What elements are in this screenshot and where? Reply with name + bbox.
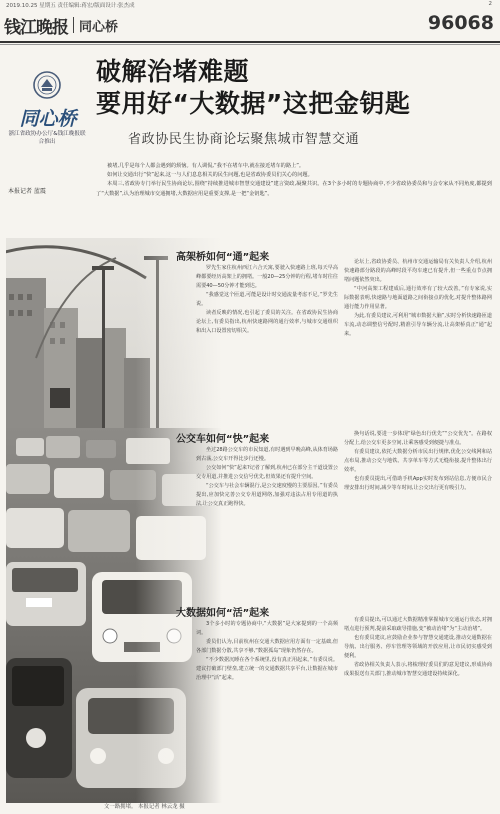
headline-line-2: 要用好“大数据”这把金钥匙 bbox=[96, 89, 411, 118]
body-paragraph: 换句话说,要进一步体现“绿色出行优先”“公交优先”。在路权分配上,给公交车更多空间,让乘客感受到便捷与准点。 bbox=[344, 431, 492, 446]
body-paragraph: 也有委员提出,可借助手机App实时发布到站信息,方便市民合理安排出行时间,减少等车时间,让公交出行更有吸引力。 bbox=[344, 476, 492, 491]
traffic-jam-image bbox=[6, 238, 222, 803]
lead-paragraph: 本周三,省政协专门举行民生协商论坛,围绕“持续推进城市智慧交通建设”建言资政,凝聚共识。在3个多小时的专题协商中,不少省政协委员和与会专家从不同角度,都提到了“大数据”,认为治理城市交通拥堵,大数据应用是重要支撑,是一把“金钥匙”。 bbox=[96, 181, 492, 197]
body-paragraph: 读者反映的情况,也引起了委员的关注。在省政协民生协商论坛上,有委员指出,杭州快速路网的通行效率,与城市交通组织和出入口设置密切相关。 bbox=[196, 310, 338, 334]
column-subtitle: 浙江省政协办公厅&钱江晚报联合推出 bbox=[8, 131, 86, 145]
page-code: 96068 bbox=[427, 12, 494, 34]
body-paragraph: 有委员提出,可以通过大数据精准掌握城市交通运行状态,对拥堵点进行预判,提前采取疏导措施,变“被动治堵”为“主动治堵”。 bbox=[344, 617, 492, 632]
top-info-line bbox=[0, 0, 500, 8]
body-paragraph: 公交如何“快”起来?记者了解到,杭州已在部分主干道设置公交专用道,并推进公交信号优先,但效果还有提升空间。 bbox=[196, 465, 338, 480]
section-2-body bbox=[196, 446, 338, 509]
body-paragraph: “中河高架工程建成后,通行效率有了较大改善。”有专家说,实际数据表明,快速路与地面道路之间衔接点的优化,对提升整体路网通行能力作用显著。 bbox=[344, 286, 492, 310]
headline-line-1: 破解治堵难题 bbox=[96, 57, 250, 86]
masthead bbox=[4, 12, 118, 38]
main-headline bbox=[96, 56, 496, 120]
body-paragraph: 坐过28路公交车的市民知道,有时遇到早晚高峰,从体育场路到古荡,公交车开得比步行还慢。 bbox=[196, 447, 338, 462]
newspaper-logo-text: 钱江晚报 bbox=[4, 17, 68, 38]
section-2-right-body bbox=[344, 430, 492, 493]
body-paragraph: 委员们认为,目前杭州在交通大数据应用方面有一定基础,但各部门数据分散,共享不够,“数据孤岛”现象仍然存在。 bbox=[196, 639, 338, 654]
body-paragraph: 省政协相关负责人表示,将梳理好委员们的意见建议,形成协商成果报送有关部门,推动城市智慧交通建设持续深化。 bbox=[344, 662, 492, 677]
header-rule bbox=[0, 41, 500, 43]
section-3-title: 大数据如何“活”起来 bbox=[176, 608, 270, 619]
date-editor-line: 2019.10.25 星期五 责任编辑:蒋宏/版面设计:张杰成 bbox=[6, 3, 135, 9]
section-2-title: 公交车如何“快”起来 bbox=[176, 434, 270, 445]
page-number-small: 2 bbox=[488, 1, 492, 7]
lead-paragraph: 被堵,几乎是每个人都会遇到的烦恼。有人调侃,“我不在堵车中,就在接近堵车的路上”。 bbox=[107, 163, 305, 169]
column-badge bbox=[8, 62, 84, 182]
section-1-title: 高架桥如何“通”起来 bbox=[176, 252, 270, 263]
body-paragraph: 有委员建议,依托大数据分析市民出行规律,优化公交线网和站点布局,推动公交与地铁、共享单车等方式无缝衔接,提升整体出行效率。 bbox=[344, 449, 492, 473]
body-paragraph: “我感觉这个匝道,可能是设计时交通流量考虑不足。”罗先生说。 bbox=[196, 292, 338, 307]
section-name: 同心桥 bbox=[79, 19, 119, 35]
page-header bbox=[0, 8, 500, 42]
section-3-body bbox=[196, 620, 338, 683]
body-paragraph: 3个多小时的专题协商中,“大数据”是大家提到的一个高频词。 bbox=[196, 621, 338, 636]
body-paragraph: 为此,有委员建议,可利用“城市数据大脑”,实时分析快速路匝道车流,动态调整信号配时,精准引导车辆分流,让高架桥真正“通”起来。 bbox=[344, 313, 492, 337]
section-1-body bbox=[196, 264, 338, 336]
body-paragraph: 罗先生家住杭州西江六合天寓,要驶入快速路上班,每天早高峰都要经历高架上的拥堵。一般20—25分钟的行程,堵车时往往需要40—50分钟才能到达。 bbox=[196, 265, 338, 289]
column-title: 同心桥 bbox=[19, 108, 77, 130]
reporter-byline: 本报记者 蓝震 bbox=[8, 188, 46, 195]
body-paragraph: 论坛上,省政协委员、杭州市交通运输局有关负责人介绍,杭州快速路部分路段的高峰时段平均车速已有提升,但一些重点节点拥堵问题依然突出。 bbox=[344, 259, 492, 283]
traffic-photo bbox=[6, 238, 222, 803]
emblem-icon bbox=[32, 70, 62, 100]
section-3-right-body bbox=[344, 616, 492, 679]
body-paragraph: “公交车与社会车辆混行,是公交速度慢的主要原因。”有委员提出,应加快完善公交专用道网络,加强对违法占用专用道的执法,让公交真正跑得快。 bbox=[196, 483, 338, 507]
photo-caption: 文一路拥堵。 本报记者 林云龙 摄 bbox=[104, 804, 185, 810]
body-paragraph: 也有委员建议,应鼓励企业参与智慧交通建设,推动交通数据在导航、出行服务、停车管理等领域的开放应用,让市民切实感受到便利。 bbox=[344, 635, 492, 659]
lead-paragraphs bbox=[96, 162, 492, 199]
body-paragraph: “不少数据沉睡在各个系统里,没有真正用起来。”有委员说。建议打破部门壁垒,建立统一的交通数据共享平台,让数据在城市治理中“活”起来。 bbox=[196, 657, 338, 681]
masthead-divider bbox=[73, 17, 74, 33]
section-1-right-body bbox=[344, 258, 492, 339]
sub-headline: 省政协民生协商论坛聚焦城市智慧交通 bbox=[128, 132, 360, 147]
lead-paragraph: 如何让交通出行“快”起来,这一与人们息息相关的民生问题,也是省政协委员们关心的问题。 bbox=[107, 172, 313, 179]
header-rule-thin bbox=[0, 44, 500, 45]
